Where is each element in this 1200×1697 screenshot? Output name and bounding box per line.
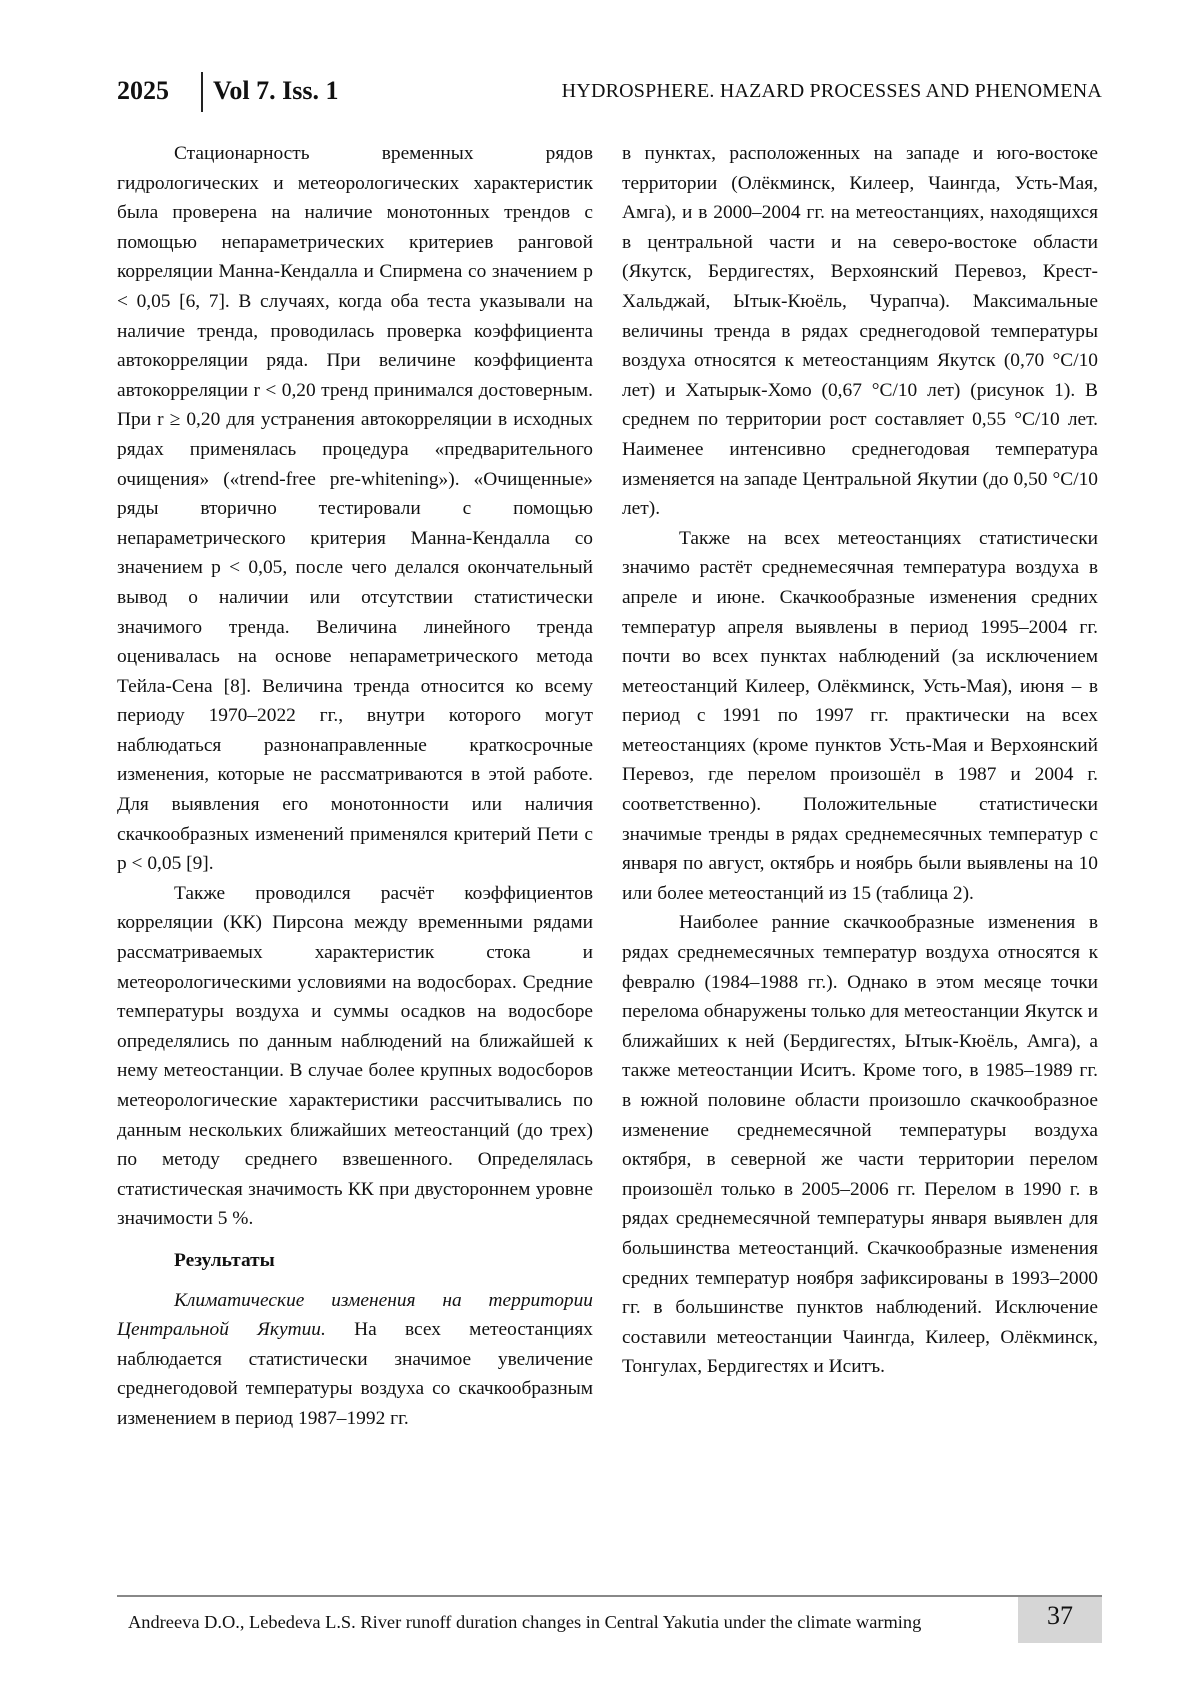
- section-heading-results: Результаты: [174, 1249, 275, 1271]
- paragraph-climate-changes: [117, 1286, 593, 1434]
- page-header: [117, 72, 1102, 116]
- paragraph-annual-temperature: в пунктах, расположенных на западе и юго-востоке территории (Олёкминск, Килеер, Чаингда, Усть-Мая, Амга), и в 2000–2004 гг. на метеостанциях, находящихся в центральной части и на северо-востоке области (Якутск, Бердигестях, Верхоянский Перевоз, Крест-Хальджай, Ытык-Кюёль, Чурапча). Максимальные величины тренда в рядах среднегодовой температуры воздуха относятся к метеостанциям Якутск (0,70 °C/10 лет) и Хатырык-Хомо (0,67 °C/10 лет) (рисунок 1). В среднем по территории рост составляет 0,55 °C/10 лет. Наименее интенсивно среднегодовая температура изменяется на западе Центральной Якутии (до 0,50 °C/10 лет).: [622, 143, 1098, 520]
- paragraph-methods-correlation: Также проводился расчёт коэффициентов корреляции (КК) Пирсона между временными рядами рассматриваемых характеристик стока и метеорологическими условиями на водосборах. Средние температуры воздуха и суммы осадков на водосборе определялись по данным наблюдений на ближайшей к нему метеостанции. В случае более крупных водосборов метеорологические характеристики рассчитывались по данным нескольких ближайших метеостанций (до трех) по методу среднего взвешенного. Определялась статистическая значимость КК при двустороннем уровне значимости 5 %.: [117, 882, 593, 1230]
- right-column: [622, 139, 1098, 1382]
- paragraph-methods-stationarity: Стационарность временных рядов гидрологических и метеорологических характеристик была проверена на наличие монотонных трендов с помощью непараметрических критериев ранговой корреляции Манна-Кендалла и Спирмена со значением p < 0,05 [6, 7]. В случаях, когда оба теста указывали на наличие тренда, проводилась проверка коэффициента автокорреляции ряда. При величине коэффициента автокорреляции r < 0,20 тренд принимался достоверным. При r ≥ 0,20 для устранения автокорреляции в исходных рядах применялась процедура «предварительного очищения» («trend-free pre-whitening»). «Очищенные» ряды вторично тестировали с помощью непараметрического критерия Манна-Кендалла со значением p < 0,05, после чего делался окончательный вывод о наличии или отсутствии статистически значимого тренда. Величина линейного тренда оценивалась на основе непараметрического метода Тейла-Сена [8]. Величина тренда относится ко всему периоду 1970–2022 гг., внутри которого могут наблюдаться разнонаправленные краткосрочные изменения, которые не рассматриваются в этой работе. Для выявления его монотонности или наличия скачкообразных изменений применялся критерий Пети с p < 0,05 [9].: [117, 143, 593, 875]
- header-year: 2025: [117, 76, 169, 105]
- paragraph-abrupt-changes: Наиболее ранние скачкообразные изменения в рядах среднемесячных температур воздуха относятся к февралю (1984–1988 гг.). Однако в этом месяце точки перелома обнаружены только для метеостанции Якутск и ближайших к ней (Бердигестях, Ытык-Кюёль, Амга), а также метеостанции Иситъ. Кроме того, в 1985–1989 гг. в южной половине области произошло скачкообразное изменение среднемесячной температуры воздуха октября, в северной же части территории перелом произошёл только в 2005–2006 гг. Перелом в 1990 г. в рядах среднемесячной температуры января выявлен для большинства метеостанций. Скачкообразные изменения средних температур ноября зафиксированы в 1993–2000 гг. в большинстве пунктов наблюдений. Исключение составили метеостанции Чаингда, Килеер, Олёкминск, Тонгулах, Бердигестях и Иситъ.: [622, 912, 1098, 1378]
- footer-divider: [117, 1595, 1102, 1597]
- header-volume: Vol 7. Iss. 1: [213, 76, 339, 105]
- left-column: [117, 139, 593, 1434]
- header-separator: [201, 72, 203, 112]
- footer-citation: Andreeva D.O., Lebedeva L.S. River runoff duration changes in Central Yakutia under the climate warming: [128, 1612, 922, 1632]
- paragraph-climate-text: На всех метеостанциях наблюдается статистически значимое увеличение среднегодовой температуры воздуха со скачкообразным изменением в период 1987–1992 гг.: [117, 1319, 593, 1429]
- header-journal-title: HYDROSPHERE. HAZARD PROCESSES AND PHENOMENA: [561, 80, 1102, 102]
- page-footer: [117, 1595, 1102, 1641]
- page-number: 37: [1047, 1601, 1073, 1630]
- paragraph-monthly-temperature: Также на всех метеостанциях статистически значимо растёт среднемесячная температура воздуха в апреле и июне. Скачкообразные изменения средних температур апреля выявлены в период 1995–2004 гг. почти во всех пунктах наблюдений (за исключением метеостанций Килеер, Олёкминск, Усть-Мая), июня – в период с 1991 по 1997 гг. практически на всех метеостанциях (кроме пунктов Усть-Мая и Верхоянский Перевоз, где перелом произошёл в 1987 и 2004 г. соответственно). Положительные статистически значимые тренды в рядах среднемесячных температур с января по август, октябрь и ноябрь были выявлены на 10 или более метеостанций из 15 (таблица 2).: [622, 527, 1098, 904]
- subsection-title-climate: Климатические изменения на территории Центральной Якутии.: [117, 1289, 593, 1341]
